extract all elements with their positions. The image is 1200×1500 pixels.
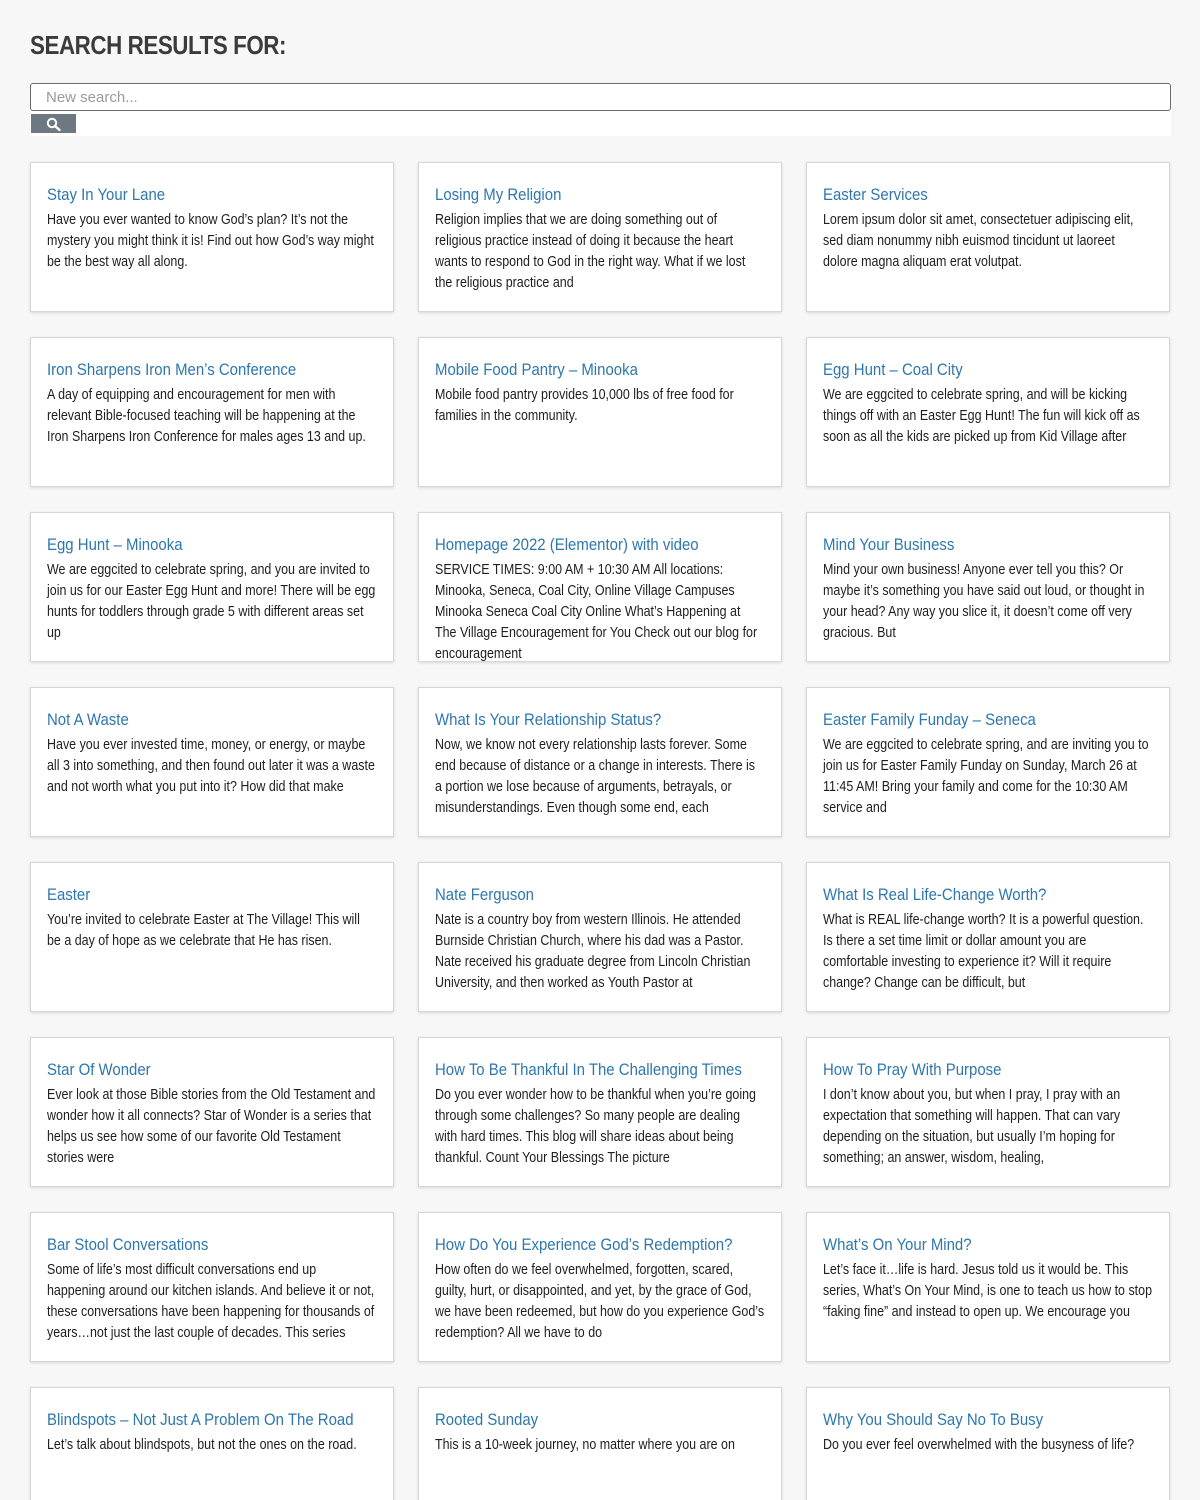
result-card [30,1387,394,1500]
result-card [806,512,1170,662]
result-card [418,512,782,662]
result-card [30,162,394,312]
result-card [418,1212,782,1362]
result-card [806,687,1170,837]
result-card [30,1212,394,1362]
result-excerpt: You’re invited to celebrate Easter at The Village! This will be a day of hope as we celebrate that He has risen. [47,912,360,949]
result-card [806,337,1170,487]
result-card [30,687,394,837]
result-card [806,1387,1170,1500]
result-excerpt: Have you ever invested time, money, or energy, or maybe all 3 into something, and then found out later it was a waste and not worth what you put into it? How did that make [47,737,375,795]
result-title-link[interactable]: Rooted Sunday [435,1410,539,1429]
result-card [806,1212,1170,1362]
search-form [30,83,1171,136]
result-card [30,1037,394,1187]
result-card [418,862,782,1012]
result-card [30,862,394,1012]
result-card [30,337,394,487]
result-excerpt: Ever look at those Bible stories from the Old Testament and wonder how it all connects? Star of Wonder is a series that helps us see how some of our favorite Old Testament stories were [47,1087,376,1166]
result-card [806,162,1170,312]
result-card [418,162,782,312]
result-card [418,687,782,837]
result-card [806,862,1170,1012]
result-excerpt: Mind your own business! Anyone ever tell you this? Or maybe it’s something you have said out loud, or thought in your head? Any way you slice it, it doesn’t come off very gracious. But [823,562,1145,641]
result-title-link[interactable]: What’s On Your Mind? [823,1235,972,1254]
result-title-link[interactable]: Homepage 2022 (Elementor) with video [435,535,699,554]
result-title-link[interactable]: Stay In Your Lane [47,185,166,204]
result-excerpt: I don’t know about you, but when I pray, I pray with an expectation that something will happen. That can vary depending on the situation, but usually I’m hoping for something; an answer, wisdom, healing, [823,1087,1121,1166]
page-title: SEARCH RESULTS FOR: [30,30,287,60]
result-title-link[interactable]: Egg Hunt – Coal City [823,360,963,379]
result-excerpt: Have you ever wanted to know God’s plan? It’s not the mystery you might think it is! Find out how God’s way might be the best way all along. [47,212,374,270]
result-title-link[interactable]: How To Pray With Purpose [823,1060,1002,1079]
result-excerpt: This is a 10-week journey, no matter where you are on [435,1437,735,1453]
result-title-link[interactable]: Easter Family Funday – Seneca [823,710,1036,729]
result-excerpt: Lorem ipsum dolor sit amet, consectetuer adipiscing elit, sed diam nonummy nibh euismod tincidunt ut laoreet dolore magna aliquam erat volutpat. [823,212,1134,270]
result-card [418,1037,782,1187]
result-title-link[interactable]: What Is Real Life-Change Worth? [823,885,1047,904]
result-title-link[interactable]: Easter Services [823,185,928,204]
result-excerpt: How often do we feel overwhelmed, forgotten, scared, guilty, hurt, or disappointed, and yet, by the grace of God, we have been redeemed, but how do you experience God’s redemption? All we have to do [435,1262,765,1341]
result-excerpt: What is REAL life-change worth? It is a powerful question. Is there a set time limit or dollar amount you are comfortable investing to experience it? Will it require change? Change can be difficult, but [823,912,1144,991]
result-excerpt: Do you ever feel overwhelmed with the busyness of life? [823,1437,1135,1453]
result-title-link[interactable]: Nate Ferguson [435,885,534,904]
result-title-link[interactable]: Egg Hunt – Minooka [47,535,183,554]
search-button[interactable] [31,114,76,133]
result-excerpt: Let’s talk about blindspots, but not the ones on the road. [47,1437,357,1453]
result-excerpt: Now, we know not every relationship lasts forever. Some end because of distance or a change in interests. There is a portion we lose because of arguments, betrayals, or misunderstandings. Even though some end, each [435,737,756,816]
result-card [418,337,782,487]
result-excerpt: A day of equipping and encouragement for men with relevant Bible-focused teaching will be happening at the Iron Sharpens Iron Conference for males ages 13 and up. [47,387,366,445]
results-grid [30,162,1171,1500]
result-card [418,1387,782,1500]
result-title-link[interactable]: How Do You Experience God’s Redemption? [435,1235,733,1254]
result-title-link[interactable]: What Is Your Relationship Status? [435,710,662,729]
result-excerpt: We are eggcited to celebrate spring, and are inviting you to join us for Easter Family Funday on Sunday, March 26 at 11:45 AM! Bring your family and come for the 10:30 AM service and [823,737,1149,816]
result-title-link[interactable]: Easter [47,885,91,904]
result-excerpt: Nate is a country boy from western Illinois. He attended Burnside Christian Church, where his dad was a Pastor. Nate received his graduate degree from Lincoln Christian University, and then worked as Youth Pastor at [435,912,751,991]
result-title-link[interactable]: Not A Waste [47,710,129,729]
result-card [30,512,394,662]
result-excerpt: Do you ever wonder how to be thankful when you’re going through some challenges? So many people are dealing with hard times. This blog will share ideas about being thankful. Count Your Blessings The picture [435,1087,756,1166]
result-title-link[interactable]: Blindspots – Not Just A Problem On The Road [47,1410,354,1429]
result-excerpt: Some of life’s most difficult conversations end up happening around our kitchen islands. And believe it or not, these conversations have been happening for thousands of years…not just the last couple of decades. This series [47,1262,375,1341]
search-input[interactable] [30,83,1171,111]
result-title-link[interactable]: Mobile Food Pantry – Minooka [435,360,638,379]
result-excerpt: SERVICE TIMES: 9:00 AM + 10:30 AM All locations: Minooka, Seneca, Coal City, Online Village Campuses Minooka Seneca Coal City Online What’s Happening at The Village Encouragement for You Check out our blog for encouragement [435,562,758,662]
result-title-link[interactable]: Iron Sharpens Iron Men’s Conference [47,360,297,379]
result-title-link[interactable]: Star Of Wonder [47,1060,151,1079]
result-excerpt: We are eggcited to celebrate spring, and you are invited to join us for our Easter Egg Hunt and more! There will be egg hunts for toddlers through grade 5 with different areas set up [47,562,376,641]
result-title-link[interactable]: Why You Should Say No To Busy [823,1410,1044,1429]
result-card [806,1037,1170,1187]
result-title-link[interactable]: How To Be Thankful In The Challenging Times [435,1060,742,1079]
result-excerpt: Religion implies that we are doing something out of religious practice instead of doing it because the heart wants to respond to God in the right way. What if we lost the religious practice and [435,212,746,291]
result-title-link[interactable]: Mind Your Business [823,535,955,554]
result-excerpt: We are eggcited to celebrate spring, and will be kicking things off with an Easter Egg Hunt! The fun will kick off as soon as all the kids are picked up from Kid Village after [823,387,1140,445]
result-title-link[interactable]: Losing My Religion [435,185,562,204]
result-excerpt: Mobile food pantry provides 10,000 lbs of free food for families in the community. [435,387,734,424]
result-title-link[interactable]: Bar Stool Conversations [47,1235,209,1254]
search-icon [46,117,62,131]
result-excerpt: Let’s face it…life is hard. Jesus told us it would be. This series, What’s On Your Mind, is one to teach us how to stop “faking fine” and instead to open up. We encourage you [823,1262,1153,1320]
